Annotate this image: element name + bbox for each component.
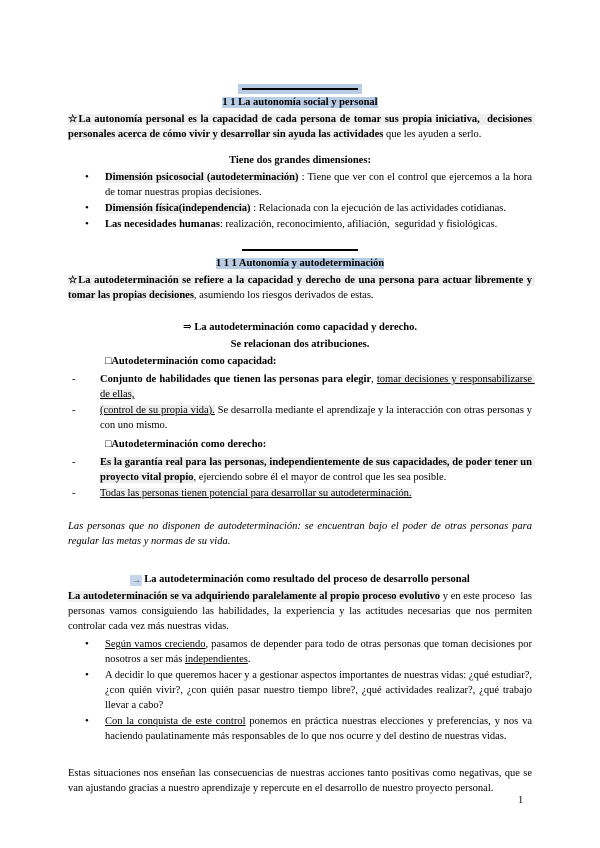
dash-bullet-icon: - xyxy=(72,374,76,385)
bullet-list xyxy=(68,637,535,744)
list-item xyxy=(68,486,532,501)
text-run: ⇒ La autodeterminación como capacidad y derecho. xyxy=(182,322,418,333)
text-run: Estas situaciones nos enseñan las consecuencias de nuestras acciones tanto positivas como negativas, que se van ajustando gracias a nuestro aprendizaje y repercute en el desarrollo de nuestro proyecto personal. xyxy=(68,768,535,794)
text-run: Todas las personas tienen potencial para desarrollar su autodeterminación. xyxy=(100,488,412,499)
dash-bullet-icon: - xyxy=(72,457,76,468)
text-run: independientes xyxy=(184,654,248,665)
text-run: ☆La autonomía personal es la capacidad de cada persona de tomar sus propia iniciativa, decisiones personales acerca de cómo vivir y desarrollar sin ayuda las actividades xyxy=(68,114,535,140)
horizontal-rule xyxy=(242,88,358,90)
text-run: Las necesidades humanas xyxy=(105,219,220,230)
text-run: . xyxy=(247,654,251,665)
list-item xyxy=(68,668,535,713)
text-run: Dimensión física(independencia) xyxy=(105,203,251,214)
spacer xyxy=(68,306,532,320)
text-run: ponemos en práctica nuestras elecciones y preferencias, y nos va haciendo paulatinamente más responsables de lo que nos ocurre y del destino de nuestras vidas. xyxy=(105,716,535,742)
list-item-text xyxy=(105,203,506,214)
list-item xyxy=(68,714,535,744)
text-run: y en este proceso las personas vamos consiguiendo las habilidades, la experiencia y las actitudes necesarias que nos permiten controlar cada vez más nuestras vidas. xyxy=(68,591,535,632)
heading xyxy=(68,337,532,352)
heading xyxy=(68,256,532,271)
document-body xyxy=(68,84,535,796)
text-run: Se desarrolla mediante el aprendizaje y la interacción con otras personas y con uno mismo. xyxy=(100,405,535,431)
disc-bullet-icon: • xyxy=(85,715,89,727)
bullet-list xyxy=(68,455,535,501)
list-item-text xyxy=(105,639,535,665)
bullet-list xyxy=(68,372,535,433)
list-item-text xyxy=(100,374,535,400)
spacer xyxy=(68,505,532,519)
text-run: tomar decisiones y responsabilizarse de ellas, xyxy=(100,374,535,400)
horizontal-rule xyxy=(242,249,358,251)
list-item-text xyxy=(100,457,535,483)
disc-bullet-icon: • xyxy=(85,218,89,230)
dash-bullet-icon: - xyxy=(72,488,76,499)
list-item xyxy=(68,403,535,433)
list-item-text xyxy=(105,716,535,742)
list-item xyxy=(68,217,532,232)
text-run: Conjunto de habilidades que tienen las personas para elegir xyxy=(100,374,372,385)
text-run: , ejerciendo sobre él el mayor de control que les sea posible. xyxy=(193,472,447,483)
heading xyxy=(68,95,532,110)
text-run: A decidir lo que queremos hacer y a gestionar aspectos importantes de nuestras vidas: ¿qué estudiar?, ¿con quién vivir?, ¿con quién pasar nuestro tiempo libre?, ¿qué actividades realizar?, ¿qué trabajo llevar a cabo? xyxy=(105,670,535,711)
list-item-text xyxy=(100,405,535,431)
paragraph xyxy=(68,273,535,303)
text-run: 1 1 1 Autonomía y autodeterminación xyxy=(215,258,385,269)
text-run: Las personas que no disponen de autodeterminación: se encuentran bajo el poder de otras personas para regular las metas y normas de su vida. xyxy=(68,521,535,547)
page-number: 1 xyxy=(518,795,524,806)
list-item-text xyxy=(100,488,412,499)
text-run: □Autodeterminación como derecho: xyxy=(105,439,267,450)
heading xyxy=(68,572,532,587)
text-run: Tiene dos grandes dimensiones xyxy=(229,155,368,166)
spacer xyxy=(68,145,532,153)
disc-bullet-icon: • xyxy=(85,171,89,183)
text-run: que les ayuden a serlo. xyxy=(383,129,482,140)
disc-bullet-icon: • xyxy=(85,638,89,650)
spacer xyxy=(68,236,532,245)
paragraph xyxy=(68,589,535,634)
paragraph xyxy=(68,437,532,452)
paragraph xyxy=(68,766,535,796)
text-run: : realización, reconocimiento, afiliación, seguridad y fisiológicas. xyxy=(219,219,498,230)
spacer xyxy=(68,748,532,766)
text-run: : xyxy=(367,155,371,166)
disc-bullet-icon: • xyxy=(85,202,89,214)
text-run: La autodeterminación como resultado del proceso de desarrollo personal xyxy=(144,574,470,585)
text-run: Dimensión psicosocial (autodeterminación) xyxy=(105,172,299,183)
text-run: , xyxy=(371,374,377,385)
heading xyxy=(68,320,532,335)
text-run: : Tiene que ver con el control que ejercemos a la hora de tomar nuestras propias decisiones. xyxy=(105,172,535,198)
list-item-text xyxy=(105,219,497,230)
text-run: , asumiendo los riesgos derivados de estas. xyxy=(193,290,374,301)
text-run: Con la conquista de este control xyxy=(105,716,246,727)
paragraph xyxy=(68,112,535,142)
paragraph xyxy=(68,519,535,549)
text-run: Es la garantía real para las personas, independientemente de sus capacidades, de poder tener un proyecto vital propio xyxy=(100,457,535,483)
spacer xyxy=(68,552,532,572)
heading xyxy=(68,153,532,168)
text-run: □Autodeterminación como capacidad: xyxy=(105,356,277,367)
title-rule-highlighted xyxy=(238,84,362,94)
list-item xyxy=(68,170,535,200)
text-run: Se relacionan dos atribuciones. xyxy=(230,339,370,350)
list-item-text xyxy=(105,172,535,198)
text-run: 1 1 La autonomía social y personal xyxy=(222,97,378,108)
text-run: La autodeterminación se va adquiriendo paralelamente al propio proceso evolutivo xyxy=(68,591,441,602)
text-run: , pasamos de depender para todo de otras personas que toman decisiones por nosotros a ser más xyxy=(105,639,535,665)
paragraph xyxy=(68,354,532,369)
disc-bullet-icon: • xyxy=(85,669,89,681)
text-run: ☆La autodeterminación se refiere a la capacidad y derecho de una persona para actuar libremente y tomar las propias decisiones xyxy=(68,275,535,301)
text-run: (control de su propia vida). xyxy=(100,405,215,416)
list-item-text xyxy=(105,670,535,711)
list-item xyxy=(68,455,535,485)
list-item xyxy=(68,637,535,667)
text-run: Según vamos creciendo xyxy=(105,639,206,650)
dash-bullet-icon: - xyxy=(72,405,76,416)
list-item xyxy=(68,372,535,402)
section-rule xyxy=(238,245,362,255)
bullet-list xyxy=(68,170,535,232)
text-run: : Relacionada con la ejecución de las actividades cotidianas. xyxy=(250,203,506,214)
list-item xyxy=(68,201,532,216)
blue-arrow-icon: → xyxy=(131,575,142,586)
